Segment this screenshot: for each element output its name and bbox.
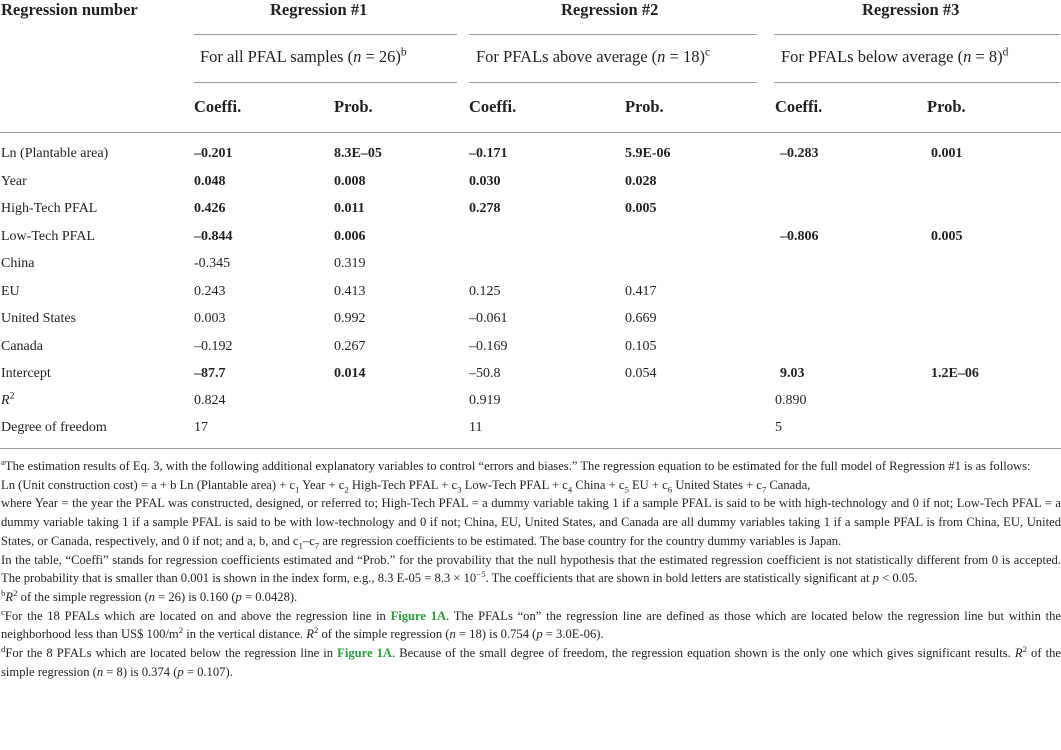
coefficient-cell: 0.003 [194, 311, 226, 326]
probability-cell: 0.006 [334, 229, 366, 244]
row-label: EU [1, 284, 20, 299]
footnote-a-equation: Ln (Unit construction cost) = a + b Ln (Plantable area) + $c_1$ Year + $c_2$ High-Tech PFAL + $c_3$ Low-Tech PFAL + $c_4$ China + $c_5$ EU + $c_6$ United States + $c_7$ Canada, [1, 477, 811, 495]
stub-header: Regression number [1, 0, 138, 19]
group-rule-1 [194, 34, 457, 35]
probability-cell: 0.014 [334, 366, 366, 381]
dof-label: Degree of freedom [1, 420, 107, 435]
figure-link[interactable]: Figure 1A [390, 608, 447, 623]
footnote-c: $^c$For the 18 PFALs which are located on and above the regression line in Figure 1A. The PFALs “on” the regression line are defined as those which are located below the regression line but within the neighborhood less than US$ $100/m^2$ in the vertical distance. $R^2$ of the simple regression (n = 18) is 0.754 (p = 3.0E-06). [1, 606, 1061, 642]
row-label: United States [1, 311, 77, 326]
footnote-b: $^bR^2$ of the simple regression (n = 26) is 0.160 (p = 0.0428). [1, 587, 298, 604]
probability-cell: 0.054 [625, 366, 657, 381]
coefficient-cell: –0.806 [780, 229, 819, 244]
header-bottom-rule [0, 132, 1061, 133]
probability-cell: 0.669 [625, 311, 657, 326]
row-label: Low-Tech PFAL [1, 229, 96, 244]
footnote-a-notes: In the table, “Coeffi” stands for regression coefficients estimated and “Prob.” for the provability that the null hypothesis that the estimated regression coefficient is not statistically different from 0 is accepted. The probability that is smaller than 0.001 is shown in the index form, e.g., 8.3 $E-05 = 8.3 \times 10^{-5}$. The coefficients that are shown in bold letters are statistically significant at p < 0.05. [1, 552, 1061, 586]
probability-cell: 0.413 [334, 284, 366, 299]
coefficient-cell: –0.169 [469, 339, 508, 354]
probability-cell: 0.008 [334, 174, 366, 189]
coefficient-cell: 0.030 [469, 174, 501, 189]
coefficient-cell: –87.7 [194, 366, 226, 381]
row-label: Canada [1, 339, 43, 354]
coefficient-cell: –0.201 [194, 146, 233, 161]
probability-cell: 0.105 [625, 339, 657, 354]
probability-cell: 0.005 [931, 229, 963, 244]
row-label: Intercept [1, 366, 51, 381]
group-rule-2 [469, 34, 757, 35]
coefficient-cell: –0.171 [469, 146, 508, 161]
r2-value-3: 0.890 [775, 393, 807, 408]
probability-cell: 0.992 [334, 311, 366, 326]
coefficient-cell: –0.192 [194, 339, 233, 354]
probability-cell: 8.3E–05 [334, 146, 382, 161]
coefficient-cell: 0.243 [194, 284, 226, 299]
row-label: Ln (Plantable area) [1, 146, 109, 161]
r2-label: $R^2$ [1, 390, 15, 408]
coefficient-cell: 0.278 [469, 201, 501, 216]
probability-cell: 5.9E-06 [625, 146, 671, 161]
probability-cell: 0.417 [625, 284, 657, 299]
footnotes [1, 457, 1061, 681]
coefficient-cell: –50.8 [469, 366, 501, 381]
coeff-header-1: Coeffi. [194, 97, 242, 116]
probability-cell: 0.319 [334, 256, 366, 271]
subgroup-rule-3 [774, 82, 1060, 83]
prob-header-1: Prob. [334, 97, 373, 116]
footnote-a-definitions: where Year = the year the PFAL was constructed, designed, or referred to; High-Tech PFAL = a dummy variable taking 1 if a sample PFAL is said to be with high-technology and 0 if not; Low-Tech PFAL = a dummy variable taking 1 if a sample PFAL is said to be with low-technology and 0 if not; China, EU, United States, and Canada are all dummy variables taking 1 if a sample PFAL is from China, EU, United States, or Canada, respectively, and 0 if not; and a, b, and $c_1-c_7$ are regression coefficients to be estimated. The base country for the country dummy variables is Japan. [1, 496, 1061, 551]
group-header-2: Regression #2 [561, 0, 659, 19]
probability-cell: 0.001 [931, 146, 963, 161]
r2-value-1: 0.824 [194, 393, 226, 408]
prob-header-2: Prob. [625, 97, 664, 116]
row-label: High-Tech PFAL [1, 201, 98, 216]
figure-link[interactable]: Figure 1A [337, 646, 393, 661]
group-header-1: Regression #1 [270, 0, 368, 19]
subgroup-header-2: For PFALs above average (n = 18)$^c$ [476, 46, 711, 66]
r2-value-2: 0.919 [469, 393, 501, 408]
coefficient-cell: 9.03 [780, 366, 805, 381]
subgroup-rule-2 [469, 82, 757, 83]
row-label: China [1, 256, 35, 271]
prob-header-3: Prob. [927, 97, 966, 116]
coefficient-cell: 0.125 [469, 284, 501, 299]
coefficient-cell: –0.844 [194, 229, 233, 244]
probability-cell: 0.028 [625, 174, 657, 189]
coefficient-cell: –0.283 [780, 146, 819, 161]
row-label: Year [1, 174, 27, 189]
coefficient-cell: 0.426 [194, 201, 226, 216]
subgroup-header-3: For PFALs below average (n = 8)$^d$ [781, 46, 1009, 66]
dof-value-2: 11 [469, 420, 483, 435]
group-rule-3 [774, 34, 1060, 35]
subgroup-rule-1 [194, 82, 457, 83]
table-bottom-rule [0, 448, 1061, 449]
coefficient-cell: -0.345 [194, 256, 231, 271]
footnote-d: $^d$For the 8 PFALs which are located below the regression line in Figure 1A. Because of the small degree of freedom, the regression equation shown is the only one which gives significant results. $R^2$ of the simple regression (n = 8) is 0.374 (p = 0.107). [1, 643, 1061, 679]
dof-value-1: 17 [194, 420, 208, 435]
footnote-a: $^a$The estimation results of Eq. 3, with the following additional explanatory variables to control “errors and biases.” The regression equation to be estimated for the full model of Regression #1 is as follows: [1, 456, 1031, 473]
probability-cell: 1.2E–06 [931, 366, 979, 381]
coefficient-cell: –0.061 [469, 311, 508, 326]
coeff-header-2: Coeffi. [469, 97, 517, 116]
probability-cell: 0.005 [625, 201, 657, 216]
group-header-3: Regression #3 [862, 0, 960, 19]
subgroup-header-1: For all PFAL samples (n = 26)$^b$ [200, 46, 407, 66]
probability-cell: 0.011 [334, 201, 365, 216]
probability-cell: 0.267 [334, 339, 366, 354]
dof-value-3: 5 [775, 420, 782, 435]
coeff-header-3: Coeffi. [775, 97, 823, 116]
coefficient-cell: 0.048 [194, 174, 226, 189]
